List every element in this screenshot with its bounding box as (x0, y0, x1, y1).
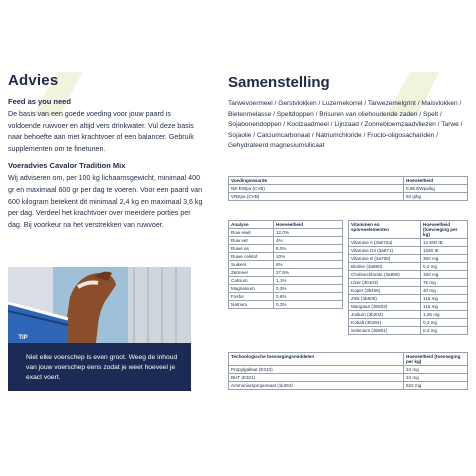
table-cell: BHT (E321) (229, 374, 404, 382)
samenstelling-text: Tarwevoermeel / Gerstvlokken / Luzernekorrel / Tarwezemelgrint / Maisvlokken / Bietenmelasse / Speltdoppen / Brisuren van oliehoudende zaden / Spelt / Sojabonendoppen / Koolzaadmeel / Lijnzaad / Zonnebloemzaadvliezen / Tarwe / Sojaolie / Calciumcarbonaat / Natriumchloride / Fructo-oligosachariden / Gehydrateerd magnesiumsilicaat (228, 100, 463, 150)
table-cell: Vitamine E (3a700) (349, 255, 421, 263)
table-cell: Natrium (229, 301, 274, 309)
table-row (229, 301, 343, 309)
table-cell: Ruwe celstof (229, 253, 274, 261)
table-header: Analyse (229, 221, 274, 229)
table-row (349, 263, 468, 271)
table-cell: Kobalt (3b304) (349, 319, 421, 327)
table-row (229, 382, 468, 390)
voeradvies-text: Wij adviseren om, per 100 kg lichaamsgewicht, minimaal 400 gr en maximaal 600 gr per dag te voeren. Voor een paard van 600 kilogram betekent dit minimaal 2,4 kg en maximaal 3,6 kg per dag. Verdeel het krachtvoer over meerdere porties per dag. Bij voorkeur na het verstrekken van ruwvoer. (8, 174, 203, 229)
table-cell: VREpa (CVB) (229, 193, 404, 201)
samenstelling-section (228, 74, 468, 152)
table-cell: Mangaan (3b503) (349, 303, 421, 311)
table-cell: Biotine (3a880) (349, 263, 421, 271)
table-row (229, 185, 468, 193)
table-cell: Zetmeel (229, 269, 274, 277)
table-cell: 10% (274, 253, 343, 261)
table-row (229, 269, 343, 277)
table-cell: 115 mg (421, 295, 468, 303)
table-cell: 24 mg (404, 374, 468, 382)
table-row (349, 287, 468, 295)
table-cell: 0,2 mg (421, 263, 468, 271)
table-cell: Vitamine D3 (3a671) (349, 247, 421, 255)
tip-tag: TIP (8, 332, 38, 344)
table-cell: 160 mg (421, 271, 468, 279)
table-header: Hoeveelheid (404, 177, 468, 185)
table-row (229, 229, 343, 237)
table-header: Voedingswaarde (229, 177, 404, 185)
table-cell: Koper (3b405) (349, 287, 421, 295)
table-cell: Magnesium (229, 285, 274, 293)
table-row (229, 253, 343, 261)
table-cell: 1,25 mg (421, 311, 468, 319)
table-row (349, 271, 468, 279)
table-cell: Ammoniumpropionaat (1k284) (229, 382, 404, 390)
table-row (229, 245, 343, 253)
table-cell: Propylgallaat (E310) (229, 366, 404, 374)
table-cell: Vitamine A (3a672a) (349, 239, 421, 247)
table-header: Hoeveelheid (toevoeging per kg) (404, 353, 468, 366)
table-cell: Selenium (3b801) (349, 327, 421, 335)
table-cell: 40 mg (421, 287, 468, 295)
table-cell: 75 mg (421, 279, 468, 287)
tip-box (8, 343, 191, 391)
table-row (349, 247, 468, 255)
table-header: Hoeveelheid (toevoeging per kg) (421, 221, 468, 239)
table-row (229, 261, 343, 269)
table-cell: 0,6% (274, 293, 343, 301)
table-cell: 6% (274, 261, 343, 269)
table-cell: Calcium (229, 277, 274, 285)
table-row (229, 277, 343, 285)
feed-heading: Feed as you need (8, 97, 71, 106)
table-row (229, 285, 343, 293)
vitaminen-table (348, 220, 468, 335)
table-cell: 300 mg (421, 255, 468, 263)
table-cell: Ruw vet (229, 237, 274, 245)
table-cell: 522 mg (404, 382, 468, 390)
table-cell: 0,3% (274, 301, 343, 309)
table-row (349, 319, 468, 327)
table-cell: 12,0% (274, 229, 343, 237)
table-row (349, 279, 468, 287)
table-cell: 0,85 EWpa/kg (404, 185, 468, 193)
table-cell: Ruwe as (229, 245, 274, 253)
table-cell: 0,4 mg (421, 327, 468, 335)
feed-text: De basis van een goede voeding voor jouw paard is voldoende ruwvoer en altijd vers drinkwater. Vul deze basis naar behoefte aan met krachtvoer of een balancer. Gebruik supplementen om te finetunen. (8, 110, 194, 153)
table-row (349, 255, 468, 263)
table-row (229, 374, 468, 382)
table-cell: Cholinechloride (3a890) (349, 271, 421, 279)
table-row (229, 293, 343, 301)
table-row (349, 303, 468, 311)
table-cell: 92 g/kg (404, 193, 468, 201)
tip-text: Niet elke voerschep is even groot. Weeg de inhoud van jouw voerschep eens zodat je weet hoeveel je exact voert. (26, 354, 178, 381)
table-cell: 1250 IE (421, 247, 468, 255)
table-cell: Ruw eiwit (229, 229, 274, 237)
table-row (349, 295, 468, 303)
technologisch-table (228, 352, 468, 390)
table-cell: Fosfor (229, 293, 274, 301)
table-cell: 27,5% (274, 269, 343, 277)
analyse-table (228, 220, 343, 309)
table-cell: 4% (274, 237, 343, 245)
table-row (229, 193, 468, 201)
table-header: Technologische toevoegingsmiddelen (229, 353, 404, 366)
voeradvies-heading: Voeradvies Cavalor Tradition Mix (8, 161, 126, 171)
table-row (229, 366, 468, 374)
advies-title: Advies (8, 72, 59, 89)
table-cell: 115 mg (421, 303, 468, 311)
table-cell: NE EWpa (CVB) (229, 185, 404, 193)
table-cell: 0,3% (274, 285, 343, 293)
table-cell: IJzer (3b103) (349, 279, 421, 287)
table-cell: 12 500 IE (421, 239, 468, 247)
table-row (349, 239, 468, 247)
table-cell: 8,0% (274, 245, 343, 253)
table-row (229, 237, 343, 245)
voedingswaarde-table (228, 176, 468, 201)
table-cell: 24 mg (404, 366, 468, 374)
table-row (349, 327, 468, 335)
table-cell: Suikers (229, 261, 274, 269)
table-cell: 0,3 mg (421, 319, 468, 327)
advies-section (8, 72, 203, 231)
table-cell: 1,1% (274, 277, 343, 285)
table-header: Vitaminen en sporenelementen (349, 221, 421, 239)
samenstelling-title: Samenstelling (228, 74, 330, 91)
table-cell: Jodium (3b202) (349, 311, 421, 319)
table-cell: Zink (3b605) (349, 295, 421, 303)
table-header: Hoeveelheid (274, 221, 343, 229)
table-row (349, 311, 468, 319)
